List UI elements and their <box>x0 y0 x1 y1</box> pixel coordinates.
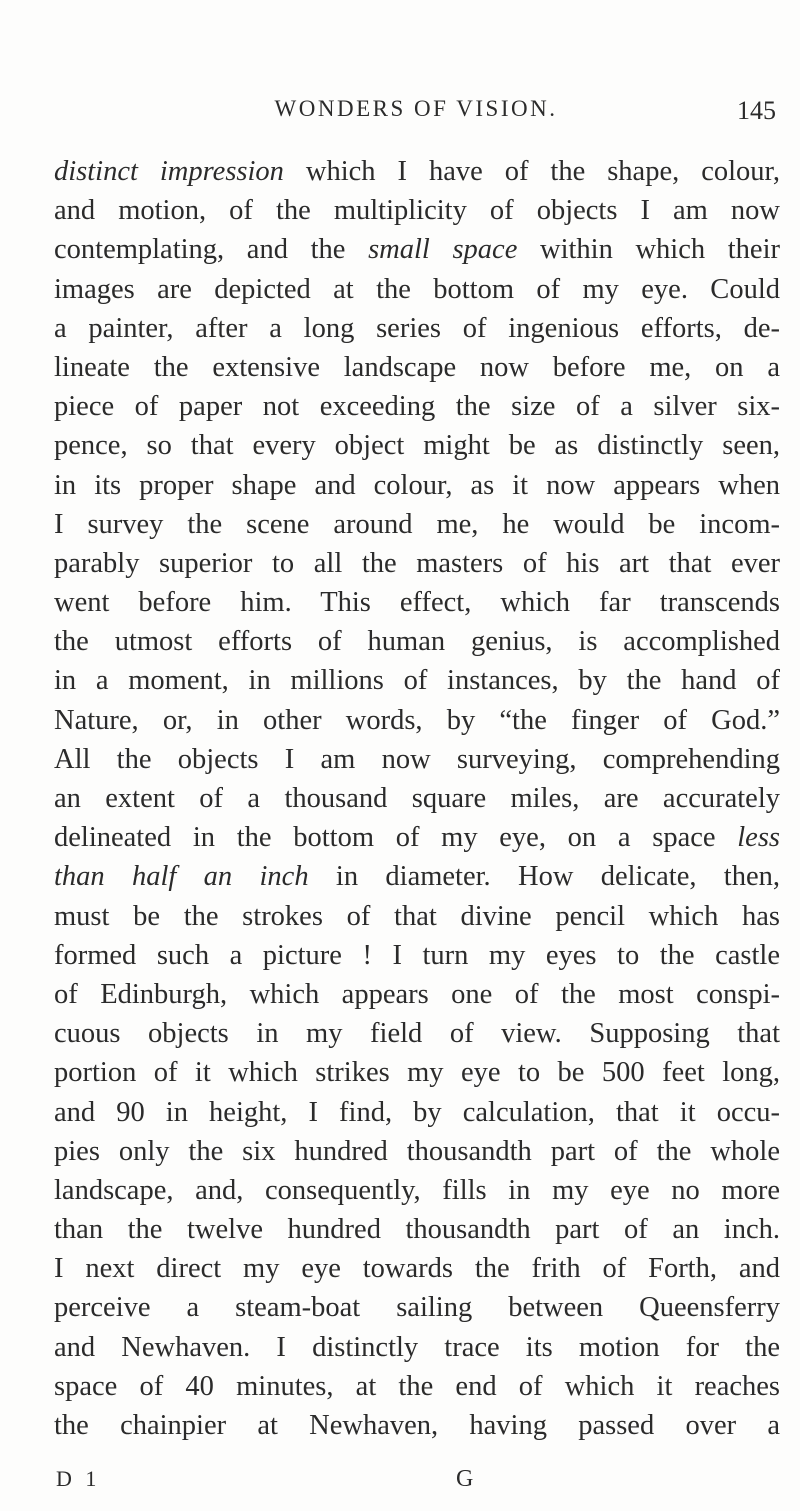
text-line <box>54 544 780 583</box>
text-segment: the utmost efforts of human genius, is accomplished <box>54 626 780 658</box>
text-segment: in a moment, in millions of instances, by the hand of <box>54 665 780 697</box>
text-line <box>54 1210 780 1249</box>
text-line <box>54 191 780 230</box>
running-head <box>56 96 776 136</box>
text-segment: the chainpier at Newhaven, having passed over a <box>54 1410 780 1441</box>
quire-mark: G <box>456 1466 474 1492</box>
text-segment: images are depicted at the bottom of my eye. Could <box>54 273 780 305</box>
text-line <box>54 583 780 622</box>
italic-text: than half an inch <box>54 861 309 893</box>
text-line <box>54 466 780 505</box>
signature-mark: D 1 <box>56 1466 101 1491</box>
text-line <box>54 1288 780 1327</box>
text-line <box>54 426 780 465</box>
text-segment: cuous objects in my field of view. Supposing that <box>54 1018 780 1050</box>
text-line <box>54 348 780 387</box>
text-line <box>54 1014 780 1053</box>
text-line <box>54 387 780 426</box>
text-line <box>54 1171 780 1210</box>
text-segment: perceive a steam-boat sailing between Queensferry <box>54 1292 780 1324</box>
text-segment: an extent of a thousand square miles, are accurately <box>54 783 780 814</box>
text-segment: than the twelve hundred thousandth part of an inch. <box>54 1214 780 1246</box>
text-segment: which I have of the shape, colour, <box>283 156 780 187</box>
text-line <box>54 309 780 348</box>
text-segment: and motion, of the multiplicity of objects I am now <box>54 195 780 227</box>
text-segment: space of 40 minutes, at the end of which it reaches <box>54 1370 780 1402</box>
italic-text: small space <box>368 234 518 266</box>
text-segment: lineate the extensive landscape now before me, on a <box>54 351 780 383</box>
text-line <box>54 661 780 700</box>
text-line <box>54 897 780 936</box>
text-line <box>54 701 780 740</box>
text-segment: piece of paper not exceeding the size of a silver six- <box>54 391 780 423</box>
text-segment: parably superior to all the masters of his art that ever <box>54 547 780 579</box>
text-line <box>54 505 780 544</box>
text-line <box>54 622 780 661</box>
text-segment: I survey the scene around me, he would be incom- <box>54 508 780 540</box>
text-line <box>54 1406 780 1445</box>
text-segment: must be the strokes of that divine pencil which has <box>54 900 780 932</box>
text-line <box>54 1053 780 1092</box>
text-segment: pence, so that every object might be as distinctly seen, <box>54 430 780 462</box>
text-line <box>54 1367 780 1406</box>
text-line <box>54 230 780 269</box>
italic-text: distinct impression <box>54 156 284 187</box>
text-line <box>54 779 780 818</box>
text-line <box>54 1249 780 1288</box>
text-segment: a painter, after a long series of ingenious efforts, de- <box>54 312 780 344</box>
text-segment: I next direct my eye towards the frith of Forth, and <box>54 1253 780 1285</box>
body-text <box>54 152 780 1445</box>
text-segment: landscape, and, consequently, fills in my eye no more <box>54 1174 780 1206</box>
text-segment: and Newhaven. I distinctly trace its motion for the <box>54 1331 780 1363</box>
text-segment: All the objects I am now surveying, comprehending <box>54 743 780 775</box>
text-segment: within which their <box>517 234 780 266</box>
text-segment: contemplating, and the <box>54 234 369 266</box>
text-line <box>54 818 780 857</box>
text-line <box>54 936 780 975</box>
text-line <box>54 857 780 896</box>
text-segment: formed such a picture ! I turn my eyes to the castle <box>54 939 780 971</box>
text-segment: of Edinburgh, which appears one of the most conspi- <box>54 978 780 1010</box>
text-segment: went before him. This effect, which far transcends <box>54 587 780 619</box>
text-line <box>54 270 780 309</box>
text-line <box>54 1328 780 1367</box>
text-segment: portion of it which strikes my eye to be 500 feet long, <box>54 1057 780 1089</box>
text-line <box>54 1093 780 1132</box>
text-segment: delineated in the bottom of my eye, on a space <box>54 822 738 854</box>
text-segment: in diameter. How delicate, then, <box>308 861 780 893</box>
text-line <box>54 975 780 1014</box>
text-segment: and 90 in height, I find, by calculation, that it occu- <box>54 1096 780 1128</box>
running-title: WONDERS OF VISION. <box>274 96 558 121</box>
text-line <box>54 1132 780 1171</box>
page-number: 145 <box>737 96 776 125</box>
text-line <box>54 152 780 191</box>
text-segment: pies only the six hundred thousandth part of the whole <box>54 1135 780 1167</box>
text-segment: in its proper shape and colour, as it now appears when <box>54 469 780 501</box>
page-footer <box>56 1466 776 1506</box>
italic-text: less <box>737 822 780 854</box>
text-line <box>54 740 780 779</box>
text-segment: Nature, or, in other words, by “the finger of God.” <box>54 704 780 736</box>
